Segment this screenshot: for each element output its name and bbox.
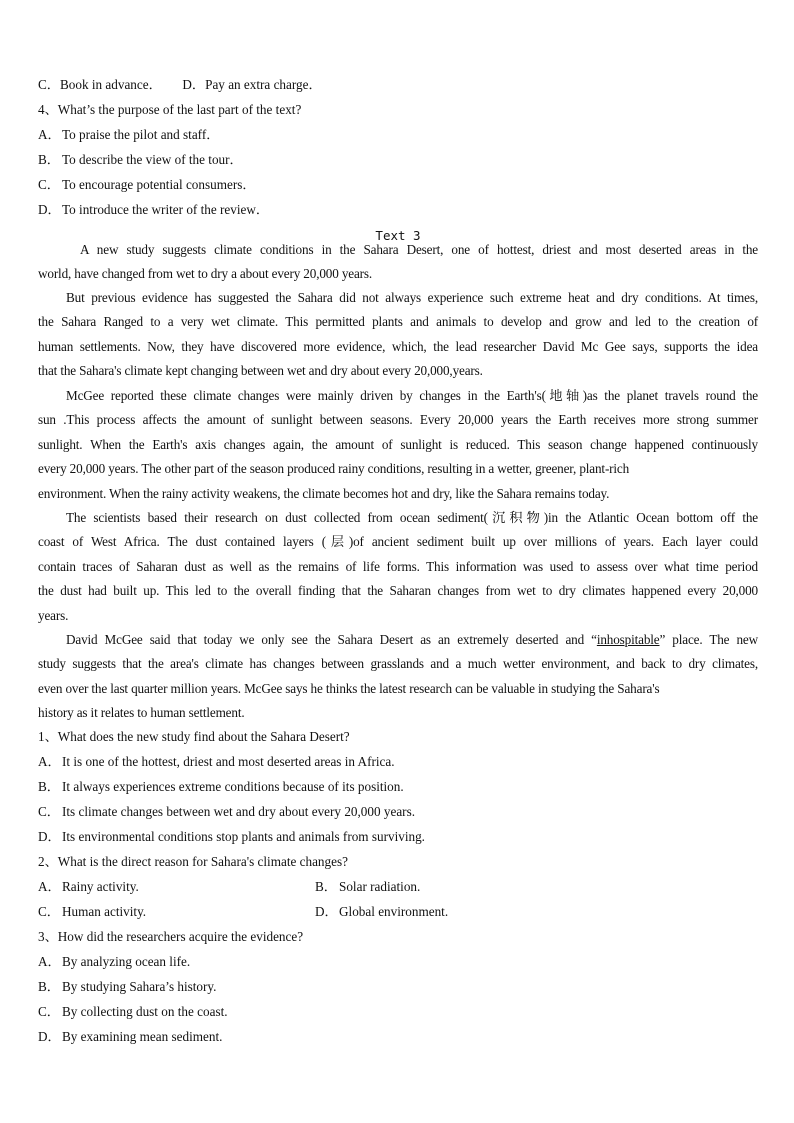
option-letter: B． — [38, 779, 60, 794]
option-text: By studying Sahara’s history. — [62, 979, 217, 994]
question-2-options-row-1 — [38, 879, 758, 895]
question-number: 2、 — [38, 854, 58, 869]
question-3-option-b — [38, 979, 216, 995]
option-letter: D． — [182, 77, 206, 92]
option-letter: C． — [38, 77, 60, 92]
option-text: To introduce the writer of the review． — [62, 202, 270, 217]
option-letter: D． — [38, 1029, 61, 1044]
option-text: Rainy activity. — [62, 879, 139, 894]
option-letter: A． — [38, 879, 61, 894]
paragraph-4 — [38, 506, 758, 628]
option-text: It is one of the hottest, driest and most deserted areas in Africa. — [62, 754, 395, 769]
question-1-option-a — [38, 754, 395, 770]
paragraph-line: the dust had built up. This led to the overall finding that the Saharan changes from wet to dry climates happened every 20,000 — [38, 583, 758, 599]
option-letter: B． — [38, 979, 60, 994]
question-4-stem — [38, 102, 301, 118]
question-3-option-a — [38, 954, 190, 970]
paragraph-line: even over the last quarter million years. McGee says he thinks the latest research can be valuable in studying the Sahara's — [38, 680, 660, 696]
paragraph-2 — [38, 286, 758, 384]
text-segment: David McGee said that today we only see the Sahara Desert as an extremely deserted and “ — [66, 632, 597, 647]
text-segment: ” place. The new — [659, 632, 758, 647]
question-text: What’s the purpose of the last part of the text? — [57, 102, 302, 117]
question-1-option-c — [38, 804, 415, 820]
option-letter: D． — [38, 202, 61, 217]
option-text: Solar radiation. — [339, 879, 421, 894]
paragraph-line: world, have changed from wet to dry a about every 20,000 years. — [38, 266, 373, 282]
option-letter: A． — [38, 127, 61, 142]
paragraph-3 — [38, 384, 758, 506]
paragraph-line: years. — [38, 607, 69, 623]
question-2-option-b — [315, 879, 420, 895]
paragraph-line: study suggests that the area's climate has changes between grasslands and a much wetter environment, and back to dry climates, — [38, 656, 758, 672]
question-3-stem — [38, 929, 303, 945]
question-2-option-c — [38, 904, 146, 919]
option-text: Global environment. — [339, 904, 449, 919]
option-text: To praise the pilot and staff． — [62, 127, 220, 142]
question-1-stem — [38, 729, 350, 745]
paragraph-line: the Sahara Ranged to a very wet climate. This permitted plants and animals to develop and grow and led to the creation of — [38, 314, 758, 330]
option-text: To encourage potential consumers． — [62, 177, 256, 192]
paragraph-line: every 20,000 years. The other part of the season produced rainy conditions, resulting in a wetter, greener, plant-rich — [38, 461, 630, 477]
option-letter: B． — [315, 879, 337, 894]
paragraph-line: environment. When the rainy activity weakens, the climate becomes hot and dry, like the Sahara remains today. — [38, 485, 610, 501]
prev-question-options — [38, 77, 322, 93]
question-4-option-b — [38, 152, 243, 168]
section-title: Text 3 — [375, 228, 421, 243]
question-2-option-a — [38, 879, 139, 894]
option-letter: C． — [38, 177, 60, 192]
option-letter: D． — [38, 829, 61, 844]
question-text: What is the direct reason for Sahara's climate changes? — [57, 854, 348, 869]
paragraph-line: human settlements. Now, they have discovered more evidence, which, the lead researcher David Mc Gee says, supports the idea — [38, 338, 758, 354]
question-number: 4、 — [38, 102, 58, 117]
paragraph-5 — [38, 628, 758, 726]
paragraph-line — [38, 628, 758, 652]
option-letter: A． — [38, 754, 61, 769]
option-text: By analyzing ocean life. — [62, 954, 191, 969]
option-letter: C． — [38, 1004, 60, 1019]
question-text: How did the researchers acquire the evidence? — [57, 929, 304, 944]
question-2-option-d — [315, 904, 448, 920]
paragraph-line: coast of West Africa. The dust contained layers (层)of ancient sediment built up over millions of years. Each layer could — [38, 534, 758, 550]
option-letter: D． — [315, 904, 338, 919]
paragraph-1 — [38, 238, 758, 287]
option-text: Human activity. — [62, 904, 147, 919]
option-text: Book in advance． — [59, 77, 162, 92]
paragraph-line: contain traces of Saharan dust as well as the remains of life forms. This information was used to assess over what time period — [38, 558, 758, 574]
option-letter: C． — [38, 804, 60, 819]
paragraph-line: A new study suggests climate conditions in the Sahara Desert, one of hottest, driest and most deserted areas in the — [80, 242, 758, 257]
option-text: By collecting dust on the coast. — [62, 1004, 228, 1019]
question-number: 3、 — [38, 929, 58, 944]
question-3-option-d — [38, 1029, 222, 1045]
question-2-options-row-2 — [38, 904, 758, 920]
question-1-option-d — [38, 829, 425, 845]
option-letter: B． — [38, 152, 60, 167]
option-text: Its environmental conditions stop plants and animals from surviving. — [62, 829, 425, 844]
question-2-stem — [38, 854, 348, 870]
paragraph-line: McGee reported these climate changes were mainly driven by changes in the Earth's(地轴)as the planet travels round the — [66, 388, 758, 403]
option-text: By examining mean sediment. — [62, 1029, 223, 1044]
question-3-option-c — [38, 1004, 228, 1020]
paragraph-line: sun .This process affects the amount of sunlight between seasons. Every 20,000 years the Earth receives more strong summer — [38, 412, 758, 428]
option-text: Its climate changes between wet and dry about every 20,000 years. — [62, 804, 416, 819]
question-4-option-d — [38, 202, 269, 218]
paragraph-line: The scientists based their research on dust collected from ocean sediment(沉积物)in the Atlantic Ocean bottom off the — [66, 510, 758, 525]
question-4-option-a — [38, 127, 219, 143]
paragraph-line: sunlight. When the Earth's axis changes again, the amount of sunlight is reduced. This season change happened continuously — [38, 436, 758, 452]
question-1-option-b — [38, 779, 404, 795]
question-4-option-c — [38, 177, 256, 193]
question-text: What does the new study find about the Sahara Desert? — [57, 729, 350, 744]
option-text: It always experiences extreme conditions because of its position. — [62, 779, 404, 794]
option-letter: A． — [38, 954, 61, 969]
paragraph-line: But previous evidence has suggested the Sahara did not always experience such extreme heat and dry conditions. At times, — [66, 290, 758, 305]
option-text: Pay an extra charge． — [205, 77, 322, 92]
option-letter: C． — [38, 904, 60, 919]
paragraph-line: history as it relates to human settlement. — [38, 705, 245, 721]
paragraph-line: that the Sahara's climate kept changing between wet and dry about every 20,000,years. — [38, 363, 483, 379]
underlined-word: inhospitable — [596, 632, 660, 647]
question-number: 1、 — [38, 729, 58, 744]
option-text: To describe the view of the tour． — [62, 152, 243, 167]
